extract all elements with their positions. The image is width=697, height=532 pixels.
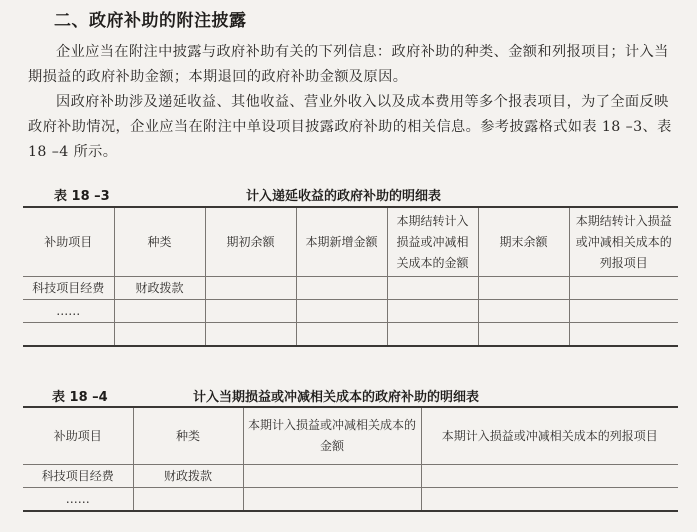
table-cell	[114, 323, 205, 347]
table-cell	[569, 300, 678, 323]
table-cell: ……	[23, 488, 133, 512]
table-cell	[387, 323, 478, 347]
table-row	[23, 465, 678, 488]
table-cell: ……	[23, 300, 114, 323]
table2-header-row	[23, 407, 678, 465]
table-cell	[569, 277, 678, 300]
table1-header-cell: 本期结转计入损益或冲减相关成本的金额	[387, 207, 478, 277]
table1-header-row	[23, 207, 678, 277]
table-cell	[478, 323, 569, 347]
table-cell: 财政拨款	[114, 277, 205, 300]
table-cell	[421, 488, 678, 512]
table-row	[23, 300, 678, 323]
table-cell	[243, 488, 421, 512]
table1-header-cell: 期末余额	[478, 207, 569, 277]
table2-current-period-grants	[23, 406, 678, 512]
table-cell	[205, 300, 296, 323]
table1-deferred-income-grants	[23, 206, 678, 347]
table-row	[23, 277, 678, 300]
table2-title: 计入当期损益或冲减相关成本的政府补助的明细表	[193, 390, 480, 405]
table-cell	[569, 323, 678, 347]
table-row	[23, 488, 678, 512]
table-row	[23, 323, 678, 347]
table1-header-cell: 本期结转计入损益或冲减相关成本的列报项目	[569, 207, 678, 277]
table-cell	[387, 277, 478, 300]
table2-header-cell: 补助项目	[23, 407, 133, 465]
table2-header-cell: 本期计入损益或冲减相关成本的金额	[243, 407, 421, 465]
table-cell	[296, 277, 387, 300]
table-cell: 科技项目经费	[23, 465, 133, 488]
section-heading: 二、政府补助的附注披露	[54, 11, 247, 31]
table-cell	[387, 300, 478, 323]
table1-title: 计入递延收益的政府补助的明细表	[246, 189, 442, 204]
paragraph-disclosure-items: 企业应当在附注中披露与政府补助有关的下列信息：政府补助的种类、金额和列报项目；计入当期损益的政府补助金额；本期退回的政府补助金额及原因。	[28, 44, 669, 85]
paragraph-disclosure-format: 因政府补助涉及递延收益、其他收益、营业外收入以及成本费用等多个报表项目，为了全面反映政府补助情况，企业应当在附注中单设项目披露政府补助的相关信息。参考披露格式如表 18 –3、表 18 –4 所示。	[28, 94, 672, 160]
table-cell	[114, 300, 205, 323]
table-cell: 科技项目经费	[23, 277, 114, 300]
table1-header-cell: 本期新增金额	[296, 207, 387, 277]
table-cell	[133, 488, 243, 512]
table-cell	[243, 465, 421, 488]
table2-header-cell: 本期计入损益或冲减相关成本的列报项目	[421, 407, 678, 465]
table-cell	[478, 277, 569, 300]
table-cell	[296, 300, 387, 323]
table2-header-cell: 种类	[133, 407, 243, 465]
table-cell	[478, 300, 569, 323]
table1-header-cell: 补助项目	[23, 207, 114, 277]
table-cell	[421, 465, 678, 488]
table-cell	[205, 323, 296, 347]
table-cell	[205, 277, 296, 300]
table1-header-cell: 种类	[114, 207, 205, 277]
table-cell: 财政拨款	[133, 465, 243, 488]
table1-number: 表 18 –3	[54, 189, 110, 204]
table-cell	[23, 323, 114, 347]
table2-number: 表 18 –4	[52, 390, 108, 405]
table-cell	[296, 323, 387, 347]
table1-header-cell: 期初余额	[205, 207, 296, 277]
